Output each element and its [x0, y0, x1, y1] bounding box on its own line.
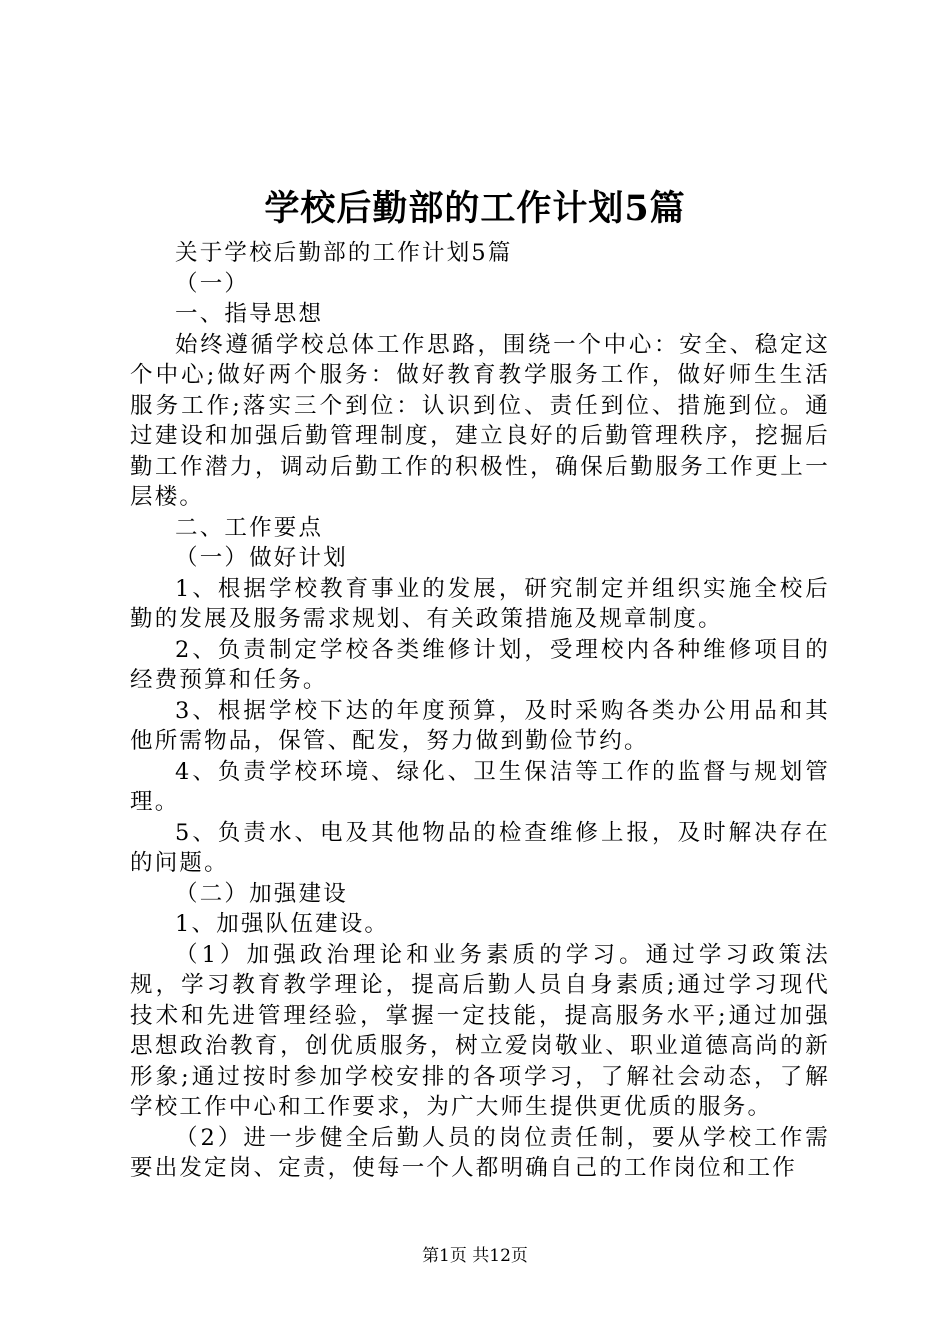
document-body	[130, 238, 830, 1184]
list-item: 2、负责制定学校各类维修计划，受理校内各种维修项目的经费预算和任务。	[130, 636, 830, 693]
subheading-construction: （二）加强建设	[175, 880, 348, 907]
list-item: 5、负责水、电及其他物品的检查维修上报，及时解决存在的问题。	[130, 819, 830, 876]
page-footer: 第1页 共12页	[422, 1246, 528, 1266]
list-item: 1、根据学校教育事业的发展，研究制定并组织实施全校后勤的发展及服务需求规划、有关政策措施及规章制度。	[130, 575, 830, 632]
list-item: 3、根据学校下达的年度预算，及时采购各类办公用品和其他所需物品，保管、配发，努力做到勤俭节约。	[130, 697, 830, 754]
heading-guiding-ideology: 一、指导思想	[175, 301, 324, 327]
list-item: 4、负责学校环境、绿化、卫生保洁等工作的监督与规划管理。	[130, 758, 830, 815]
paragraph-guiding-ideology: 始终遵循学校总体工作思路，围绕一个中心：安全、稳定这个中心;做好两个服务：做好教育教学服务工作，做好师生生活服务工作;落实三个到位：认识到位、责任到位、措施到位。通过建设和加强后勤管理制度，建立良好的后勤管理秩序，挖掘后勤工作潜力，调动后勤工作的积极性，确保后勤服务工作更上一层楼。	[130, 331, 830, 510]
subheading-planning: （一）做好计划	[175, 545, 348, 571]
list-item: （1）加强政治理论和业务素质的学习。通过学习政策法规，学习教育教学理论，提高后勤人员自身素质;通过学习现代技术和先进管理经验，掌握一定技能，提高服务水平;通过加强思想政治教育，创优质服务，树立爱岗敬业、职业道德高尚的新形象;通过按时参加学校安排的各项学习，了解社会动态，了解学校工作中心和工作要求，为广大师生提供更优质的服务。	[130, 941, 830, 1120]
paragraph-section-marker: （一）	[175, 270, 250, 297]
list-item: 1、加强队伍建设。	[175, 911, 390, 937]
list-item: （2）进一步健全后勤人员的岗位责任制，要从学校工作需要出发定岗、定责，使每一个人都明确自己的工作岗位和工作	[130, 1124, 830, 1181]
heading-work-points: 二、工作要点	[175, 514, 324, 541]
document-title: 学校后勤部的工作计划5篇	[264, 188, 686, 229]
paragraph-intro: 关于学校后勤部的工作计划5篇	[175, 240, 513, 266]
